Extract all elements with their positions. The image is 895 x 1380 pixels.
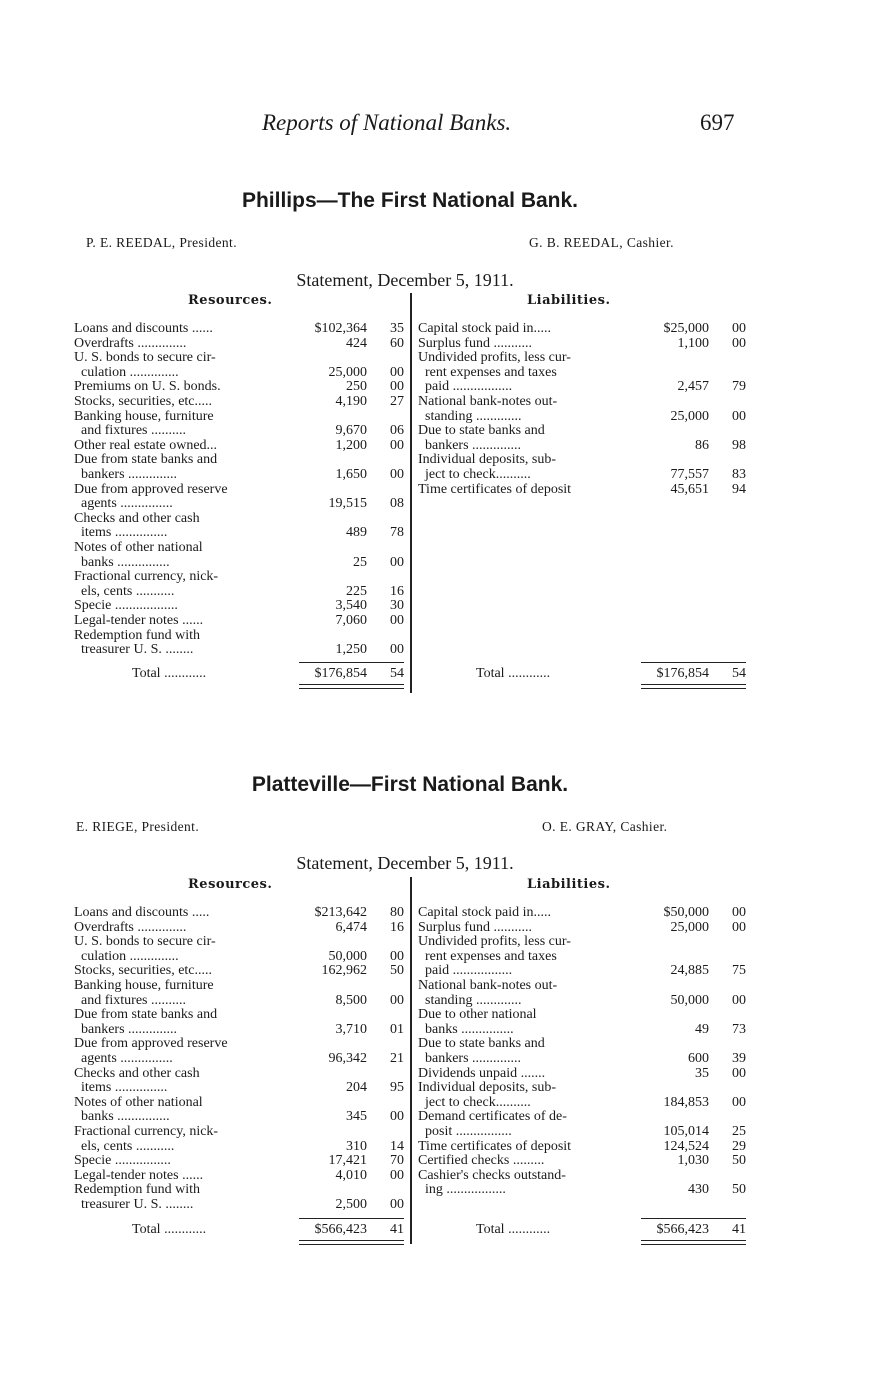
line-dollars: 600 — [688, 1051, 709, 1066]
statement-line — [74, 1096, 404, 1111]
line-label: Banking house, furniture — [74, 978, 214, 993]
line-label: Due from approved reserve — [74, 1036, 228, 1052]
line-dollars: 4,010 — [335, 1167, 367, 1183]
statement-line — [418, 1023, 746, 1038]
line-dollars: 3,540 — [335, 598, 367, 614]
total-double-rule — [299, 684, 404, 689]
statement-line — [74, 526, 404, 541]
line-cents: 50 — [390, 963, 404, 979]
statement-line — [74, 1081, 404, 1096]
line-label: standing ............. — [418, 992, 522, 1008]
statement-line — [74, 366, 404, 381]
line-cents: 73 — [732, 1021, 746, 1037]
total-cents: 41 — [732, 1222, 746, 1237]
line-label: banks ............... — [74, 554, 170, 570]
line-label: ing ................. — [418, 1182, 506, 1198]
total-rule — [641, 1218, 746, 1219]
line-cents: 00 — [390, 1197, 404, 1212]
line-label: and fixtures .......... — [74, 423, 186, 439]
total-label: Total ............ — [132, 666, 207, 681]
liabilities-heading: Liabilities. — [527, 877, 611, 892]
statement-line — [74, 395, 404, 410]
line-label: National bank-notes out- — [418, 394, 558, 409]
statement-line — [418, 380, 746, 395]
line-cents: 98 — [732, 437, 746, 453]
line-label: Capital stock paid in..... — [418, 321, 551, 336]
line-label: banks ............... — [74, 1109, 170, 1125]
line-dollars: 25,000 — [670, 408, 709, 424]
line-label: agents ............... — [74, 496, 173, 512]
statement-line — [74, 979, 404, 994]
line-dollars: $213,642 — [314, 905, 367, 920]
line-label: rent expenses and taxes — [418, 948, 557, 964]
line-cents: 00 — [732, 1065, 746, 1081]
page-header — [0, 110, 895, 140]
line-dollars: $50,000 — [663, 905, 709, 920]
bank-title: Phillips—The First National Bank. — [241, 189, 579, 212]
statement-line — [74, 1067, 404, 1082]
line-label: bankers .............. — [418, 1051, 522, 1066]
resources-heading: Resources. — [188, 293, 273, 308]
line-label: Individual deposits, sub- — [418, 452, 557, 468]
statement-line — [418, 1183, 746, 1198]
statement-line — [418, 395, 746, 410]
line-label: Time certificates of deposit — [418, 481, 572, 497]
line-cents: 00 — [390, 642, 404, 658]
line-label: posit ................ — [418, 1124, 512, 1139]
line-label: Demand certificates of de- — [418, 1109, 567, 1125]
line-label: U. S. bonds to secure cir- — [74, 934, 216, 950]
line-cents: 60 — [390, 335, 404, 351]
statement-line — [74, 512, 404, 527]
statement-line — [74, 950, 404, 965]
line-dollars: 1,200 — [335, 437, 367, 453]
statement-line — [418, 964, 746, 979]
statement-line — [74, 1037, 404, 1052]
line-label: Due to other national — [418, 1007, 537, 1023]
statement-line — [74, 629, 404, 644]
column-divider — [410, 877, 412, 1244]
line-label: Time certificates of deposit — [418, 1138, 572, 1154]
line-dollars: $102,364 — [314, 321, 367, 336]
total-cents: 54 — [732, 666, 746, 681]
statement-line — [74, 1183, 404, 1198]
line-dollars: 1,250 — [335, 642, 367, 658]
line-cents: 25 — [732, 1124, 746, 1139]
line-label: Fractional currency, nick- — [74, 1124, 219, 1139]
line-label: Capital stock paid in..... — [418, 905, 551, 920]
statement-line — [418, 1169, 746, 1184]
statement-line — [74, 1198, 404, 1213]
line-cents: 08 — [390, 496, 404, 512]
statement-line — [418, 1008, 746, 1023]
line-label: Due to state banks and — [418, 1036, 545, 1052]
line-label: Premiums on U. S. bonds. — [74, 379, 221, 395]
line-dollars: 35 — [695, 1065, 709, 1081]
statement-line — [418, 950, 746, 965]
line-cents: 00 — [732, 1094, 746, 1110]
line-dollars: 204 — [346, 1080, 367, 1096]
line-cents: 95 — [390, 1080, 404, 1096]
statement-line — [418, 366, 746, 381]
total-double-rule — [641, 1240, 746, 1245]
statement-line — [418, 1067, 746, 1082]
line-cents: 70 — [390, 1153, 404, 1169]
statement-line — [74, 1154, 404, 1169]
line-cents: 16 — [390, 919, 404, 935]
line-dollars: 489 — [346, 525, 367, 541]
line-dollars: 105,014 — [663, 1124, 709, 1139]
page-number: 697 — [700, 110, 735, 135]
line-dollars: 86 — [695, 437, 709, 453]
line-cents: 16 — [390, 583, 404, 599]
line-cents: 80 — [390, 905, 404, 920]
line-dollars: 2,500 — [335, 1197, 367, 1212]
running-title: Reports of National Banks. — [262, 110, 512, 135]
line-dollars: 7,060 — [335, 613, 367, 628]
line-label: Specie ................ — [74, 1153, 171, 1169]
line-cents: 35 — [390, 321, 404, 336]
statement-line — [74, 410, 404, 425]
line-label: items ............... — [74, 525, 168, 541]
statement-line — [74, 1125, 404, 1140]
line-dollars: 4,190 — [335, 394, 367, 409]
statement-line — [418, 1081, 746, 1096]
line-dollars: 430 — [688, 1182, 709, 1198]
president-name: E. RIEGE, President. — [76, 819, 200, 834]
statement-line — [418, 1154, 746, 1169]
statement-line — [418, 906, 746, 921]
line-dollars: 77,557 — [670, 467, 709, 482]
cashier-name: G. B. REEDAL, Cashier. — [529, 235, 674, 250]
statement-line — [74, 570, 404, 585]
line-cents: 00 — [390, 467, 404, 482]
line-cents: 39 — [732, 1051, 746, 1066]
line-label: Undivided profits, less cur- — [418, 934, 571, 950]
cashier-name: O. E. GRAY, Cashier. — [542, 819, 668, 834]
line-label: Legal-tender notes ...... — [74, 1167, 204, 1183]
line-cents: 75 — [732, 963, 746, 979]
line-dollars: 1,030 — [677, 1153, 709, 1169]
statement-line — [418, 1052, 746, 1067]
total-dollars: $176,854 — [656, 666, 709, 681]
total-double-rule — [299, 1240, 404, 1245]
line-dollars: 310 — [346, 1138, 367, 1154]
line-label: Checks and other cash — [74, 510, 200, 526]
statement-date: Statement, December 5, 1911. — [296, 853, 514, 873]
statement-line — [74, 1008, 404, 1023]
line-label: Loans and discounts ...... — [74, 321, 213, 336]
statement-line — [418, 351, 746, 366]
line-label: Other real estate owned... — [74, 437, 218, 453]
line-label: ject to check.......... — [418, 1094, 531, 1110]
statement-line — [74, 541, 404, 556]
line-label: paid ................. — [418, 379, 513, 395]
liabilities-heading: Liabilities. — [527, 293, 611, 308]
line-label: Checks and other cash — [74, 1065, 200, 1081]
statement-line — [74, 380, 404, 395]
line-label: bankers .............. — [418, 437, 522, 453]
line-cents: 50 — [732, 1182, 746, 1198]
statement-line — [74, 585, 404, 600]
line-label: Individual deposits, sub- — [418, 1080, 557, 1096]
statement-line — [418, 322, 746, 337]
line-dollars: 250 — [346, 379, 367, 395]
line-cents: 83 — [732, 467, 746, 482]
line-dollars: 8,500 — [335, 992, 367, 1008]
line-label: Legal-tender notes ...... — [74, 613, 204, 628]
line-dollars: 9,670 — [335, 423, 367, 439]
statement-line — [74, 935, 404, 950]
total-dollars: $566,423 — [314, 1222, 367, 1237]
total-label: Total ............ — [476, 1222, 551, 1237]
line-dollars: 45,651 — [670, 481, 709, 497]
line-label: rent expenses and taxes — [418, 364, 557, 380]
statement-line — [418, 468, 746, 483]
total-line — [74, 667, 404, 682]
statement-line — [74, 1169, 404, 1184]
statement-line — [418, 337, 746, 352]
total-label: Total ............ — [476, 666, 551, 681]
statement-line — [74, 599, 404, 614]
line-cents: 79 — [732, 379, 746, 395]
line-label: Undivided profits, less cur- — [418, 350, 571, 366]
line-label: Redemption fund with — [74, 627, 200, 643]
line-label: Due from state banks and — [74, 1007, 218, 1023]
statement-date: Statement, December 5, 1911. — [296, 270, 514, 290]
statement-line — [74, 906, 404, 921]
statement-line — [418, 1096, 746, 1111]
statement-line — [418, 483, 746, 498]
president-name: P. E. REEDAL, President. — [86, 235, 237, 250]
line-dollars: 1,100 — [677, 335, 709, 351]
statement-line — [418, 1037, 746, 1052]
line-dollars: 50,000 — [328, 948, 367, 964]
line-dollars: 184,853 — [663, 1094, 709, 1110]
statement-line — [74, 483, 404, 498]
line-label: paid ................. — [418, 963, 513, 979]
statement-line — [418, 935, 746, 950]
line-label: National bank-notes out- — [418, 978, 558, 993]
total-label: Total ............ — [132, 1222, 207, 1237]
statement-line — [74, 994, 404, 1009]
statement-line — [74, 1052, 404, 1067]
line-cents: 30 — [390, 598, 404, 614]
line-dollars: 124,524 — [663, 1138, 709, 1154]
line-cents: 29 — [732, 1138, 746, 1154]
statement-line — [418, 921, 746, 936]
statement-line — [418, 994, 746, 1009]
line-dollars: 25,000 — [670, 919, 709, 935]
statement-line — [74, 1110, 404, 1125]
statement-line — [418, 424, 746, 439]
line-dollars: 49 — [695, 1021, 709, 1037]
line-cents: 00 — [390, 948, 404, 964]
line-cents: 78 — [390, 525, 404, 541]
line-dollars: $25,000 — [663, 321, 709, 336]
line-cents: 00 — [390, 437, 404, 453]
line-label: agents ............... — [74, 1051, 173, 1066]
line-label: bankers .............. — [74, 1021, 178, 1037]
line-label: Dividends unpaid ....... — [418, 1065, 546, 1081]
line-dollars: 25 — [353, 554, 367, 570]
total-double-rule — [641, 684, 746, 689]
line-cents: 00 — [732, 321, 746, 336]
line-label: Notes of other national — [74, 540, 203, 555]
line-dollars: 3,710 — [335, 1021, 367, 1037]
bank-title: Platteville—First National Bank. — [251, 773, 569, 796]
statement-line — [74, 1023, 404, 1038]
line-label: items ............... — [74, 1080, 168, 1096]
line-label: Due from approved reserve — [74, 481, 228, 497]
line-cents: 00 — [390, 1109, 404, 1125]
line-cents: 00 — [732, 905, 746, 920]
statement-line — [74, 337, 404, 352]
line-label: Certified checks ......... — [418, 1153, 545, 1169]
total-dollars: $176,854 — [314, 666, 367, 681]
line-cents: 00 — [732, 919, 746, 935]
line-dollars: 162,962 — [321, 963, 367, 979]
statement-line — [74, 964, 404, 979]
line-cents: 00 — [390, 379, 404, 395]
line-cents: 01 — [390, 1021, 404, 1037]
line-dollars: 6,474 — [335, 919, 367, 935]
line-label: Due from state banks and — [74, 452, 218, 468]
line-label: culation .............. — [74, 948, 179, 964]
line-label: standing ............. — [418, 408, 522, 424]
statement-line — [74, 556, 404, 571]
line-label: Stocks, securities, etc..... — [74, 394, 213, 409]
line-cents: 94 — [732, 481, 746, 497]
line-cents: 00 — [390, 364, 404, 380]
line-dollars: 24,885 — [670, 963, 709, 979]
line-dollars: 19,515 — [328, 496, 367, 512]
statement-line — [418, 453, 746, 468]
statement-line — [74, 322, 404, 337]
line-label: treasurer U. S. ........ — [74, 1197, 194, 1212]
line-dollars: 1,650 — [335, 467, 367, 482]
line-cents: 00 — [732, 335, 746, 351]
line-dollars: 50,000 — [670, 992, 709, 1008]
line-label: Surplus fund ........... — [418, 335, 532, 351]
line-label: treasurer U. S. ........ — [74, 642, 194, 658]
line-cents: 27 — [390, 394, 404, 409]
statement-line — [74, 614, 404, 629]
line-label: Notes of other national — [74, 1094, 203, 1110]
line-label: and fixtures .......... — [74, 992, 186, 1008]
statement-line — [74, 424, 404, 439]
total-cents: 54 — [390, 666, 404, 681]
total-rule — [299, 1218, 404, 1219]
line-cents: 06 — [390, 423, 404, 439]
statement-line — [418, 410, 746, 425]
line-dollars: 17,421 — [328, 1153, 367, 1169]
total-dollars: $566,423 — [656, 1222, 709, 1237]
line-label: Fractional currency, nick- — [74, 569, 219, 585]
statement-line — [74, 439, 404, 454]
total-cents: 41 — [390, 1222, 404, 1237]
total-rule — [641, 662, 746, 663]
line-cents: 00 — [390, 992, 404, 1008]
line-label: Overdrafts .............. — [74, 335, 187, 351]
line-label: Surplus fund ........... — [418, 919, 532, 935]
total-line — [74, 1223, 404, 1238]
line-dollars: 225 — [346, 583, 367, 599]
line-cents: 14 — [390, 1138, 404, 1154]
statement-line — [74, 453, 404, 468]
line-dollars: 96,342 — [328, 1051, 367, 1066]
statement-line — [418, 979, 746, 994]
statement-line — [74, 921, 404, 936]
total-line — [418, 1223, 746, 1238]
line-cents: 00 — [732, 408, 746, 424]
total-rule — [299, 662, 404, 663]
line-label: Redemption fund with — [74, 1182, 200, 1198]
line-label: culation .............. — [74, 364, 179, 380]
line-label: Overdrafts .............. — [74, 919, 187, 935]
line-label: U. S. bonds to secure cir- — [74, 350, 216, 366]
statement-line — [74, 1140, 404, 1155]
resources-heading: Resources. — [188, 877, 273, 892]
statement-line — [418, 1140, 746, 1155]
line-dollars: 2,457 — [677, 379, 709, 395]
line-label: Stocks, securities, etc..... — [74, 963, 213, 979]
statement-line — [418, 1110, 746, 1125]
line-label: Banking house, furniture — [74, 408, 214, 424]
line-label: ject to check.......... — [418, 467, 531, 482]
line-label: bankers .............. — [74, 467, 178, 482]
statement-line — [74, 351, 404, 366]
line-dollars: 424 — [346, 335, 367, 351]
line-label: Due to state banks and — [418, 423, 545, 439]
line-label: Cashier's checks outstand- — [418, 1167, 566, 1183]
line-label: els, cents ........... — [74, 583, 175, 599]
statement-line — [418, 439, 746, 454]
statement-line — [74, 643, 404, 658]
line-cents: 00 — [732, 992, 746, 1008]
line-label: els, cents ........... — [74, 1138, 175, 1154]
line-cents: 00 — [390, 613, 404, 628]
statement-line — [418, 1125, 746, 1140]
statement-line — [74, 468, 404, 483]
line-cents: 21 — [390, 1051, 404, 1066]
statement-line — [74, 497, 404, 512]
column-divider — [410, 293, 412, 693]
line-label: Loans and discounts ..... — [74, 905, 210, 920]
line-dollars: 345 — [346, 1109, 367, 1125]
line-cents: 00 — [390, 1167, 404, 1183]
total-line — [418, 667, 746, 682]
line-label: banks ............... — [418, 1021, 514, 1037]
line-cents: 50 — [732, 1153, 746, 1169]
line-dollars: 25,000 — [328, 364, 367, 380]
line-label: Specie .................. — [74, 598, 178, 614]
line-cents: 00 — [390, 554, 404, 570]
